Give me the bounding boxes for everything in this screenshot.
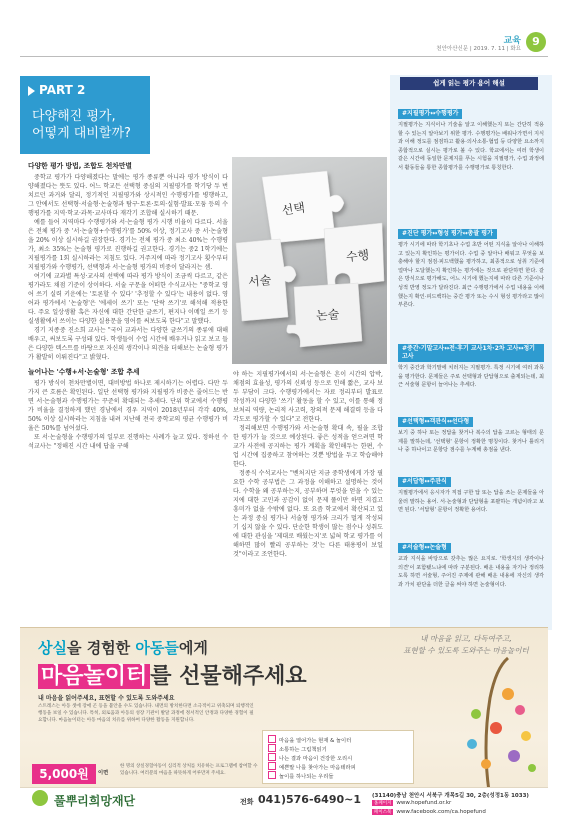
ad-quote bbox=[392, 633, 540, 657]
term-tag: #진단 평가↔형성 평가↔총괄 평가 bbox=[398, 229, 497, 239]
col2-paragraph: 야 하는 지필평가에서의 서·논술형은 흔이 시간의 압박, 채점의 효율성, 평가의 신뢰성 등으로 인해 짧은, 교사 보두 부담이 크다. 수행평가에서는 자료 정리부터 발표로 작성까지 다양한 '쓰기' 활동을 할 수 있고, 이를 통해 정보처리 역량, 논리적 사고력, 창의적 문제 해결력 등을 다각도로 평가할 수 있다"고 전한다. bbox=[233, 371, 383, 423]
header-divider bbox=[20, 56, 548, 57]
glossary-term bbox=[398, 534, 544, 589]
checkbox-icon bbox=[268, 744, 276, 752]
part-badge bbox=[28, 83, 148, 100]
glossary-term bbox=[398, 343, 544, 390]
term-text: 교과 지식을 바탕으로 갖추는 많은 요지로. '학생지의 생각이나 의견'이 포함됐느냐에 따라 구분된다. 배운 내용을 자기나 정리하도록 하면 서술형, 주어진 주제에 관해 배운 내용에 자신의 생각과 가치 판단을 더한 글을 써야 하면 논술형이다. bbox=[398, 556, 544, 588]
ad-title-text: 에게 bbox=[178, 639, 208, 657]
glossary-term bbox=[398, 100, 544, 173]
donation-amount: 5,000원 bbox=[32, 764, 96, 784]
quote-line-2: 표현할 수 있도록 도와주는 마음놀이터 bbox=[403, 646, 529, 655]
term-text: 학기 중간과 학기말에 치러지는 지필평가. 특정 시기에 여러 과목을 평가한다. 문제들은 주로 선택형과 단답형으로 출제되는데, 최근 서술형 문항이 늘어나는 추세다. bbox=[398, 365, 544, 389]
col1-paragraph: 평가 방식이 천차만별이면, 대비방법 하나로 제시하기는 어렵다. 다만 두 가지 큰 흐름은 확인된다. 일단 선택형 평가와 지필평가 비중은 줄어드는 반면 서·논술형과 수행평가는 꾸준히 확대되는 추세다. 단위 학교에서 수행평가 비율을 결정하게 했던 경남에서 경우 지역이 2018년부터 각각 40%, 50% 이상 실시하라는 지침을 내려 지난해 전국 중학교의 평균 수행평가 비율은 50%를 넘어섰다. bbox=[28, 380, 228, 432]
article-column-2 bbox=[233, 370, 383, 620]
glossary-term bbox=[398, 468, 544, 515]
piece-label-4: 논술 bbox=[315, 307, 340, 323]
col1-paragraph: 중학교 평가가 다양해졌다는 말에는 평가 종류뿐 아니라 평가 방식이 다양해졌다는 뜻도 있다. 어느 학교든 선택형 중심의 지필평가를 학기당 두 번 치르던 과거와 달리, 정기적인 지필평가와 상시적인 수행평가를 병행하고, 그 안에서도 선택형·서술형·논술형과 탐구·토론·토의·실험·발표·모둠 등의 수행평가를 지역·학교·과목·교사마다 재각기 조합해 실시하기 때문. bbox=[28, 174, 228, 217]
leaf bbox=[481, 759, 491, 769]
ad-description: 스트레스는 아동 셋에 장애 곤 등을 불안을 수도 있습니다. 내면의 방치한다면 소극적이고 위축되며 퇴행적인 행동을 보일 수 있습니다. 특히, 외로움과 아동의 성장 기관이 발달 과정에 정서적인 안정과 다양한 경험이 필요합니다. 마음놀이터는 아동 마음의 치유를 위하여 다양한 활동을 지원합니다. bbox=[38, 704, 254, 723]
term-tag: #지필평가↔수행평가 bbox=[398, 109, 462, 119]
checklist-item bbox=[268, 771, 334, 780]
part-label: PART 2 bbox=[39, 83, 86, 97]
facebook-link[interactable]: www.facebook.com/ca.hopefund bbox=[396, 809, 486, 815]
ad-title-highlight: 상실 bbox=[38, 639, 67, 657]
leaf bbox=[490, 722, 502, 734]
foundation-name: 풀뿌리희망재단 bbox=[54, 794, 136, 808]
piece-label-3: 수행 bbox=[345, 247, 370, 265]
checkbox-icon bbox=[268, 753, 276, 761]
term-text: 보기 중 하나 또는 정답을 찾거나 복수의 답을 고르는 형태의 문제를 말하는데, '선택형' 문항이 정확한 명칭이다. 찾거나 틀리거나 중 하나이고 문항당 점수를 누계해 총점을 낸다. bbox=[398, 430, 544, 454]
homepage-line bbox=[372, 800, 451, 806]
page-title bbox=[32, 108, 131, 142]
checkbox-icon bbox=[268, 762, 276, 770]
quote-line-1: 내 마음을 읽고, 다독여주고, bbox=[420, 634, 512, 643]
checklist-label: 나는 결과 마음이 건강한 오리시 bbox=[279, 756, 353, 762]
checklist-label: 예쁜말 나를 찾아가는 마음테라피 bbox=[279, 765, 356, 771]
article-column-1 bbox=[28, 162, 228, 617]
glossary-heading: 쉽게 읽는 평가 용어 해설 bbox=[400, 77, 538, 90]
leaf bbox=[467, 739, 477, 749]
ad-question: 내 마음을 읽어주세요, 표현할 수 있도록 도와주세요 bbox=[38, 695, 175, 702]
term-text: 지필평가는 지식이나 기술을 알고 이해했는지 또는 간단히 적용할 수 있는지 알아보기 위한 평가. 수행평가는 배워나가면서 지식과 이해 정도를 점검하고 활용·의사소통·협업 등 다양한 요소까지 종합적으로 실시는 평가로 볼 수 있다. 학교에서는 여러 학생이 같은 시간에 동일한 문제지를 푸는 시험을 지필평가, 수업 과정에서 활동들을 통한 종합평가를 수행평가로 통칭한다. bbox=[398, 122, 544, 171]
term-tag: #서답형↔주관식 bbox=[398, 477, 451, 487]
checklist-item bbox=[268, 753, 352, 762]
col1-paragraph: 또 서·논술형을 수행평가의 일부로 진행하는 사례가 늘고 있다. 정하선 수석교사는 "정해진 시간 내에 답을 구해 bbox=[28, 434, 228, 450]
address: (31140)충남 천안시 서북구 개목5길 30, 2층(성정1동 1033) bbox=[372, 793, 529, 799]
ad-title-highlight: 마음놀이터 bbox=[38, 664, 150, 689]
ad-title-line-2 bbox=[38, 659, 307, 690]
col1-paragraph: 예를 들어 지역마다 수행평가와 서·논술형 평가 시행 비율이 다르다. 서울은 전체 평가 중 '서·논술형+수행평가'를 50% 이상, 정기고사 중 서·논술형을 20% 이상 실시하길 권장한다. 경기는 전체 평가 중 최소 40%는 수행평가, 최소 35%는 논술형 평가로 진행하길 권고한다. 경기는 중2 1학기에는 지필평가를 1회 실시하라는 지침도 있다. 거주지에 따라 정기고사 횟수부터 지필평가와 수행평가, 선택형과 서·논술형 평가의 비중이 달라지는 셈. bbox=[28, 219, 228, 271]
glossary-term bbox=[398, 220, 544, 310]
play-triangle-icon bbox=[28, 86, 35, 96]
checklist-item bbox=[268, 762, 356, 771]
ad-title-highlight: 아동들 bbox=[135, 639, 179, 657]
checklist-item bbox=[268, 735, 351, 744]
title-line-1: 다양해진 평가, bbox=[32, 109, 116, 124]
term-text: 지필평가에서 응시자가 직접 구한 답 또는 답을 쓰는 문제들을 아울러 말하는 용어. 서·논술형과 단답형을 포괄하는 개념이라고 보면 된다. '서답형' 문항이 정확한 용어다. bbox=[398, 490, 544, 514]
leaf bbox=[508, 750, 520, 762]
title-line-2: 어떻게 대비할까? bbox=[32, 126, 131, 141]
ad-title-text: 를 선물해주세요 bbox=[150, 664, 307, 689]
leaf bbox=[515, 705, 525, 715]
checklist-label: 소통하는 그림책읽기 bbox=[279, 747, 327, 753]
facebook-line bbox=[372, 809, 486, 815]
col1-heading-2: 늘어나는 '수행+서·논술형' 조합 추세 bbox=[28, 368, 140, 376]
term-tag: #선택형↔객관식↔선다형 bbox=[398, 417, 473, 427]
ad-title-text: 을 경험한 bbox=[66, 639, 136, 657]
checklist-label: 마음을 열어가는 현재 & 놀이터 bbox=[279, 738, 352, 744]
piece-label-1: 선택 bbox=[280, 200, 306, 218]
col1-paragraph: 여기에 교과별 특성·교사의 선택에 따라 평가 방식이 조금씩 다르고, 같은 평가라도 채점 기준이 상이하다. 서술 구문을 어떠한 수식교사는 "중학교 영어 쓰기 실력 키운에는 '토론할 수 있다' '추정할 수 있다'는 내용이 없다. 영어과 평가에서 '논술형'은 '에세이 쓰기' 또는 '단락 쓰기'로 해석해 적용한다. 주요 일상생활 혹은 자신에 대한 간단한 글쓰기, 편지나 이메일 쓰기 등 실생활에서 쓰이는 다양한 실용문을 영어를 써보도록 한다"고 말했다. bbox=[28, 273, 228, 325]
section-label: 교육 bbox=[503, 36, 521, 46]
leaf bbox=[521, 731, 531, 741]
leaf bbox=[502, 688, 514, 700]
puzzle-photo bbox=[232, 157, 387, 364]
checklist-item bbox=[268, 744, 327, 753]
checkbox-icon bbox=[268, 735, 276, 743]
foundation-logo-icon bbox=[32, 790, 48, 806]
donation-amount-suffix: 이면 bbox=[98, 770, 109, 776]
col2-paragraph: 정종식 수석교사는 "벤처지단 지금 중학생에게 가장 필요한 수학 공부법은 그 과정을 이해하고 설명하는 것이다. 수학을 왜 공부하는지, 공부하며 무엇을 얻을 수 있는지에 대한 고민과 공감이 없이 문제 풀이만 하면 지겹고 흥미가 없을 수밖에 없다. 또 요즘 학교에서 확산되고 있는 과정 중심 평가나 서술형 평가와 크리가 멀게 작성되기 십지 않을 수 있다. 단순한 학생이 많는 점수나 성취도에 대한 관심을 '제대로 배웠는지'로 넓혀 학교 평가를 이해하면 많이 빨리 공부하는 것'는 다른 태용평이 보일 것"이라고 조언한다. bbox=[233, 470, 383, 558]
leaf bbox=[528, 764, 536, 772]
homepage-label: 홈페이지 bbox=[374, 801, 392, 806]
leaf bbox=[471, 709, 481, 719]
homepage-link[interactable]: www.hopefund.or.kr bbox=[396, 800, 452, 806]
phone-number: 041)576-6490~1 bbox=[258, 793, 362, 806]
issue-meta: 천안아산신문 | 2019. 7. 11 | 화요 bbox=[436, 46, 521, 52]
piece-label-2: 서술 bbox=[247, 273, 272, 289]
term-tag: #중간·기말고사↔전·후기 교사1차·2차 고사↔정기고사 bbox=[398, 344, 544, 362]
term-tag: #서술형↔논술형 bbox=[398, 543, 451, 553]
ad-title-line-1 bbox=[38, 637, 208, 658]
term-text: 평가 시기에 따라 학기초나 수업 초반 어떤 지식을 알아나 이해하고 있는지 확인하는 평가이다. 수업 중 알아나 배워고 무엇을 보충해야 할지 점검·피드백했을 평가하고, 최종적으로 성취 기준에 얼마나 도달했는지 확인하는 평가에는 것으로 판단하면 한다. 같은 방식으로 평가해도, 어느 시기에 했는지에 따라 다른 기준이나 성적 반영 정도가 달라진다. 최근 수행평가에서 수업 내용을 이해했는지 확인·피드백하는 중간 평가 또는 수시 형성 평가라고 많이 부른다. bbox=[398, 242, 544, 309]
col1-heading: 다양한 평가 방법, 조합도 천차만별 bbox=[28, 162, 132, 170]
glossary-term bbox=[398, 408, 544, 455]
checklist-label: 놀이를 하나되는 우리들 bbox=[279, 774, 334, 780]
phone-label: 전화 bbox=[240, 798, 254, 806]
col2-paragraph: 정리해보면 수행평가와 서·논술형 확대 속, 필을 조합한 평가가 늘 것으로 예상된다. 좋은 성적을 얻으려면 학교가 사전에 공지하는 평가 계획을 확인해두는 한편, 수업 시간에 집중하고 참여하는 것뿐 방법을 두고 학습해야 한다. bbox=[233, 425, 383, 468]
checkbox-icon bbox=[268, 771, 276, 779]
donation-description: 한 명의 상실경험아동이 심리적 상처를 치유하는 프로그램에 참여할 수 있습니다. 여러분의 마음을 따뜻하게 어루만져 주세요. bbox=[120, 764, 258, 776]
facebook-label: 페이스북 bbox=[374, 810, 392, 815]
col1-paragraph: 경기 지종중 진소희 교사는 "국어 교과서는 다양한 글쓰기의 종류에 대해 배우고, 써보도록 구성돼 있다. 학생들이 수업 시간에 배우거나 읽고 보고 들은 다양한 텍스트를 바탕으로 자신의 생각이나 의견을 더해보는 논술형 평가가 활발히 이뤄진다"고 밝혔다. bbox=[28, 327, 228, 361]
puzzle-illustration bbox=[232, 157, 387, 364]
page-number: 9 bbox=[526, 32, 546, 52]
